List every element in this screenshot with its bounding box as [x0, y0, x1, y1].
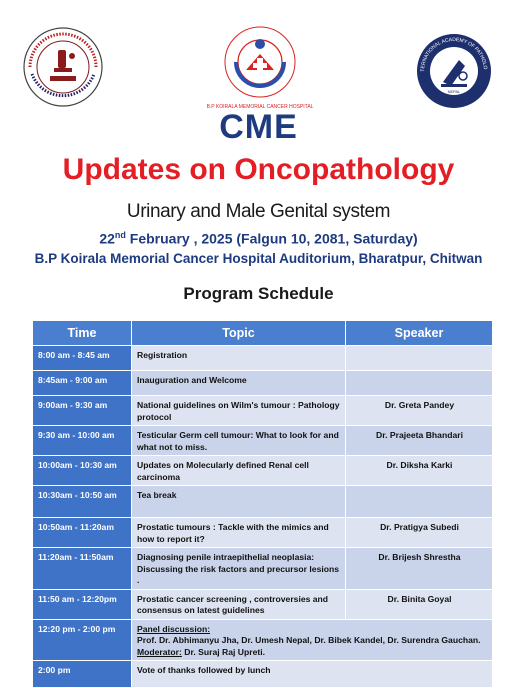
- cme-title: CME: [219, 108, 298, 146]
- panel-time: 12:20 pm - 2:00 pm: [33, 619, 132, 661]
- bpkmch-logo-icon: [206, 22, 314, 114]
- row-speaker: Dr. Diksha Karki: [346, 456, 493, 486]
- row-topic: Testicular Germ cell tumour: What to look for and what not to miss.: [132, 426, 346, 456]
- closing-topic: Vote of thanks followed by lunch: [132, 661, 493, 688]
- row-topic: Diagnosing penile intraepithelial neoplasia: Discussing the risk factors and precursor lesions .: [132, 548, 346, 590]
- date-rest: February , 2025 (Falgun 10, 2081, Saturday): [125, 230, 418, 247]
- society-seal-icon: [22, 26, 104, 108]
- table-row: [33, 548, 493, 590]
- row-time: 11:50 am - 12:20pm: [33, 589, 132, 619]
- event-date: [0, 230, 517, 247]
- row-topic: Inauguration and Welcome: [132, 371, 346, 396]
- iap-logo-icon: [415, 32, 493, 110]
- header-topic: Topic: [132, 321, 346, 346]
- row-topic: Registration: [132, 346, 346, 371]
- panel-row: [33, 619, 493, 661]
- table-row: [33, 486, 493, 518]
- row-speaker: [346, 486, 493, 518]
- row-speaker: Dr. Pratigya Subedi: [346, 518, 493, 548]
- row-speaker: Dr. Brijesh Shrestha: [346, 548, 493, 590]
- closing-time: 2:00 pm: [33, 661, 132, 688]
- date-suffix: nd: [114, 230, 126, 240]
- row-time: 10:50am - 11:20am: [33, 518, 132, 548]
- moderator-name: Dr. Suraj Raj Upreti.: [181, 646, 265, 657]
- right-logo-sub: NEPAL: [447, 89, 461, 94]
- panel-details: [132, 619, 493, 661]
- moderator-label: Moderator:: [137, 646, 182, 657]
- row-time: 10:00am - 10:30 am: [33, 456, 132, 486]
- program-schedule-table: [32, 320, 493, 688]
- date-day: 22: [99, 230, 115, 247]
- table-row: [33, 518, 493, 548]
- moderator-line: [137, 647, 488, 659]
- row-time: 9:30 am - 10:00 am: [33, 426, 132, 456]
- header-time: Time: [33, 321, 132, 346]
- right-logo-text: TERNATIONAL ACADEMY OF PATHOLO: [419, 36, 489, 72]
- center-logo-text: B.P KOIRALA MEMORIAL CANCER HOSPITAL: [206, 104, 314, 110]
- row-speaker: [346, 371, 493, 396]
- main-title: Updates on Oncopathology: [62, 153, 455, 186]
- table-row: [33, 396, 493, 426]
- panel-heading: Panel discussion:: [137, 623, 211, 634]
- row-time: 8:00 am - 8:45 am: [33, 346, 132, 371]
- row-time: 10:30am - 10:50 am: [33, 486, 132, 518]
- table-header-row: [33, 321, 493, 346]
- row-topic: Prostatic cancer screening , controversies and consensus on latest guidelines: [132, 589, 346, 619]
- row-topic: Updates on Molecularly defined Renal cell carcinoma: [132, 456, 346, 486]
- panelists: Prof. Dr. Abhimanyu Jha, Dr. Umesh Nepal, Dr. Bibek Kandel, Dr. Surendra Gauchan.: [137, 635, 481, 645]
- event-venue: B.P Koirala Memorial Cancer Hospital Auditorium, Bharatpur, Chitwan: [34, 251, 483, 266]
- table-row: [33, 456, 493, 486]
- table-row: [33, 589, 493, 619]
- row-topic: Prostatic tumours : Tackle with the mimics and how to report it?: [132, 518, 346, 548]
- subtitle: Urinary and Male Genital system: [126, 201, 391, 222]
- row-speaker: Dr. Greta Pandey: [346, 396, 493, 426]
- header-speaker: Speaker: [346, 321, 493, 346]
- row-topic: Tea break: [132, 486, 346, 518]
- row-speaker: [346, 346, 493, 371]
- row-speaker: Dr. Prajeeta Bhandari: [346, 426, 493, 456]
- table-row: [33, 371, 493, 396]
- row-time: 11:20am - 11:50am: [33, 548, 132, 590]
- schedule-title: Program Schedule: [183, 284, 334, 303]
- closing-row: [33, 661, 493, 688]
- row-speaker: Dr. Binita Goyal: [346, 589, 493, 619]
- row-time: 9:00am - 9:30 am: [33, 396, 132, 426]
- row-time: 8:45am - 9:00 am: [33, 371, 132, 396]
- table-row: [33, 426, 493, 456]
- table-row: [33, 346, 493, 371]
- row-topic: National guidelines on Wilm's tumour : Pathology protocol: [132, 396, 346, 426]
